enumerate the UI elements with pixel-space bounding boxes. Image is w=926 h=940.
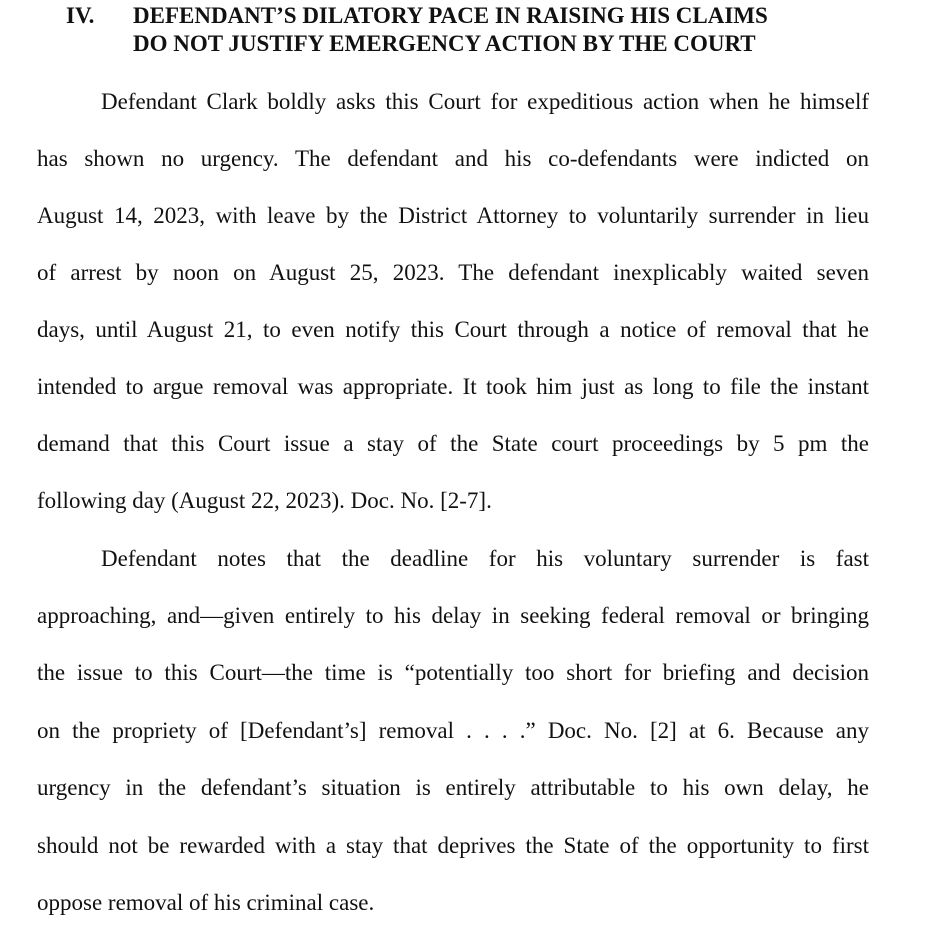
text-line: should not be rewarded with a stay that deprives the State of the opportunity to first [37, 833, 869, 858]
text-line: Defendant Clark boldly asks this Court for expeditious action when he himself [101, 89, 869, 114]
text-line: has shown no urgency. The defendant and his co-defendants were indicted on [37, 146, 869, 171]
text-line: on the propriety of [Defendant’s] removal . . . .” Doc. No. [2] at 6. Because any [37, 718, 869, 743]
section-title-line: DO NOT JUSTIFY EMERGENCY ACTION BY THE COURT [133, 31, 756, 56]
section-title [133, 2, 893, 58]
section-number: IV. [66, 3, 95, 28]
text-line: Defendant notes that the deadline for his voluntary surrender is fast [101, 546, 869, 571]
text-line: demand that this Court issue a stay of the State court proceedings by 5 pm the [37, 431, 869, 456]
text-line: days, until August 21, to even notify this Court through a notice of removal that he [37, 317, 869, 342]
text-line: August 14, 2023, with leave by the District Attorney to voluntarily surrender in lieu [37, 203, 869, 228]
text-line: the issue to this Court—the time is “potentially too short for briefing and decision [37, 660, 869, 685]
text-line: intended to argue removal was appropriate. It took him just as long to file the instant [37, 374, 869, 399]
text-line: of arrest by noon on August 25, 2023. The defendant inexplicably waited seven [37, 260, 869, 285]
section-title-line: DEFENDANT’S DILATORY PACE IN RAISING HIS CLAIMS [133, 3, 768, 28]
text-line: oppose removal of his criminal case. [37, 890, 375, 915]
text-line: urgency in the defendant’s situation is entirely attributable to his own delay, he [37, 775, 869, 800]
text-line: approaching, and—given entirely to his delay in seeking federal removal or bringing [37, 603, 869, 628]
text-line: following day (August 22, 2023). Doc. No. [2-7]. [37, 488, 492, 513]
